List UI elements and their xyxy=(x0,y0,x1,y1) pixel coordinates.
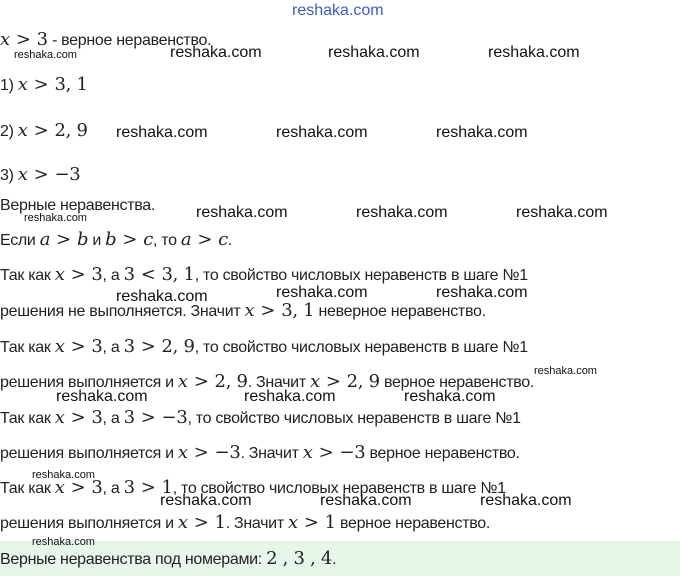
var-b: b xyxy=(76,229,89,250)
var-c: c xyxy=(143,229,153,250)
gt-sign: > xyxy=(318,442,334,463)
gt-sign: > xyxy=(70,264,86,285)
case-pre: Так как xyxy=(0,480,51,497)
case-pre: Так как xyxy=(0,410,51,427)
var-x: x xyxy=(177,371,188,392)
num-3: 3 xyxy=(91,336,103,357)
case-mid: , то свойство числовых неравенств в шаге №1 xyxy=(194,267,528,284)
watermark: reshaka.com xyxy=(488,44,580,61)
var-x: x xyxy=(17,74,28,95)
watermark: reshaka.com xyxy=(276,284,368,301)
case-therefore: . Значит xyxy=(240,445,299,462)
watermark: reshaka.com xyxy=(244,388,336,405)
case-pre: Так как xyxy=(0,339,51,356)
option-value: −3 xyxy=(54,164,81,185)
case-value: −3 xyxy=(161,407,188,428)
case-mid: , то свойство числовых неравенств в шаге №1 xyxy=(172,480,506,497)
case-4-line-2 xyxy=(0,513,490,534)
var-b: b xyxy=(105,229,117,250)
case-3-line-1 xyxy=(0,408,521,429)
watermark: reshaka.com xyxy=(356,204,448,221)
option-2 xyxy=(0,121,88,142)
watermark: reshaka.com xyxy=(196,204,288,221)
rule-then: , то xyxy=(152,232,177,249)
var-x: x xyxy=(177,512,188,533)
case-mid: , то свойство числовых неравенств в шаге №1 xyxy=(194,339,528,356)
var-x: x xyxy=(0,29,10,50)
watermark: reshaka.com xyxy=(116,288,208,305)
case-sep: , а xyxy=(102,410,120,427)
case-value: 2, 9 xyxy=(214,371,248,392)
gt-sign: > xyxy=(15,29,31,50)
gt-sign: > xyxy=(33,120,49,141)
case-conclusion: решения выполняется и xyxy=(0,445,174,462)
gt-sign: > xyxy=(122,229,138,250)
option-number: 1) xyxy=(0,77,14,94)
case-conclusion: решения выполняется и xyxy=(0,374,174,391)
option-3 xyxy=(0,165,80,186)
case-value: −3 xyxy=(214,442,241,463)
case-4-line-1 xyxy=(0,478,506,499)
watermark: reshaka.com xyxy=(170,44,262,61)
num-3: 3 xyxy=(91,407,103,428)
watermark: reshaka.com xyxy=(276,124,368,141)
var-a: a xyxy=(180,229,192,250)
case-3-line-2 xyxy=(0,443,520,464)
gt-sign: > xyxy=(70,477,86,498)
gt-sign: > xyxy=(70,336,86,357)
var-x: x xyxy=(310,371,320,392)
answer-numbers: 2 , 3 , 4 xyxy=(266,548,333,569)
compare-sign: > xyxy=(140,336,156,357)
num-3: 3 xyxy=(91,477,103,498)
watermark: reshaka.com xyxy=(24,212,87,224)
num-3: 3 xyxy=(123,264,135,285)
answer-end: . xyxy=(332,551,337,568)
gt-sign: > xyxy=(33,164,49,185)
var-x: x xyxy=(54,477,65,498)
case-sep: , а xyxy=(102,339,120,356)
num-3: 3 xyxy=(123,477,135,498)
case-sep: , а xyxy=(102,480,120,497)
option-value: 2, 9 xyxy=(54,120,88,141)
watermark: reshaka.com xyxy=(534,365,597,377)
watermark: reshaka.com xyxy=(32,469,95,481)
option-value: 3, 1 xyxy=(54,74,88,95)
case-value: 1 xyxy=(214,512,226,533)
case-therefore: . Значит xyxy=(225,515,284,532)
var-a: a xyxy=(39,229,51,250)
watermark: reshaka.com xyxy=(328,44,420,61)
case-value: 1 xyxy=(324,512,336,533)
watermark: reshaka.com xyxy=(516,204,608,221)
watermark: reshaka.com xyxy=(32,536,95,548)
gt-sign: > xyxy=(193,442,209,463)
num-3: 3 xyxy=(36,29,48,50)
case-pre: Так как xyxy=(0,267,51,284)
var-x: x xyxy=(54,407,65,428)
case-verdict: неверное неравенство. xyxy=(318,303,486,320)
answer-bar xyxy=(0,541,680,576)
rule-heading: Верные неравенства. xyxy=(0,197,156,214)
var-x: x xyxy=(54,264,65,285)
case-conclusion: решения не выполняется. Значит xyxy=(0,303,241,320)
watermark: reshaka.com xyxy=(56,388,148,405)
watermark: reshaka.com xyxy=(160,492,252,509)
watermark: reshaka.com xyxy=(116,124,208,141)
gt-sign: > xyxy=(303,512,319,533)
var-c: c xyxy=(218,229,228,250)
option-number: 2) xyxy=(0,123,14,140)
case-1-line-2 xyxy=(0,301,486,322)
gt-sign: > xyxy=(260,300,276,321)
case-value: 3, 1 xyxy=(281,300,315,321)
compare-sign: < xyxy=(140,264,156,285)
watermark: reshaka.com xyxy=(320,492,412,509)
case-verdict: верное неравенство. xyxy=(369,445,520,462)
case-value: 2, 9 xyxy=(161,336,195,357)
case-1-line-1 xyxy=(0,265,528,286)
gt-sign: > xyxy=(33,74,49,95)
case-verdict: верное неравенство. xyxy=(339,515,491,532)
case-conclusion: решения выполняется и xyxy=(0,515,174,532)
option-1 xyxy=(0,75,88,96)
case-value: −3 xyxy=(339,442,366,463)
watermark: reshaka.com xyxy=(436,124,528,141)
compare-sign: > xyxy=(140,407,156,428)
var-x: x xyxy=(17,164,28,185)
option-number: 3) xyxy=(0,167,14,184)
num-3: 3 xyxy=(91,264,103,285)
watermark: reshaka.com xyxy=(436,284,528,301)
gt-sign: > xyxy=(325,371,341,392)
watermark: reshaka.com xyxy=(480,492,572,509)
watermark: reshaka.com xyxy=(404,388,496,405)
case-verdict: верное неравенство. xyxy=(383,374,535,391)
case-therefore: . Значит xyxy=(247,374,306,391)
var-x: x xyxy=(302,442,313,463)
var-x: x xyxy=(244,300,255,321)
rule-if: Если xyxy=(0,232,36,249)
rule-statement xyxy=(0,230,232,251)
compare-sign: > xyxy=(140,477,156,498)
gt-sign: > xyxy=(56,229,71,250)
var-x: x xyxy=(177,442,188,463)
answer-line xyxy=(0,549,336,570)
header-watermark[interactable]: reshaka.com xyxy=(292,2,384,19)
answer-text: Верные неравенства под номерами: xyxy=(0,551,262,568)
gt-sign: > xyxy=(193,371,209,392)
case-value: 2, 9 xyxy=(346,371,380,392)
given-text: - верное неравенство. xyxy=(51,32,212,49)
gt-sign: > xyxy=(70,407,86,428)
rule-dot: . xyxy=(227,232,233,249)
num-3: 3 xyxy=(123,407,135,428)
num-3: 3 xyxy=(123,336,135,357)
case-sep: , а xyxy=(102,267,120,284)
rule-and: и xyxy=(92,232,101,249)
gt-sign: > xyxy=(197,229,213,250)
case-mid: , то свойство числовых неравенств в шаге №1 xyxy=(187,410,521,427)
case-value: 1 xyxy=(161,477,173,498)
watermark: reshaka.com xyxy=(14,49,77,61)
var-x: x xyxy=(288,512,298,533)
var-x: x xyxy=(17,120,28,141)
case-2-line-1 xyxy=(0,337,528,358)
gt-sign: > xyxy=(193,512,209,533)
var-x: x xyxy=(54,336,65,357)
case-value: 3, 1 xyxy=(161,264,195,285)
